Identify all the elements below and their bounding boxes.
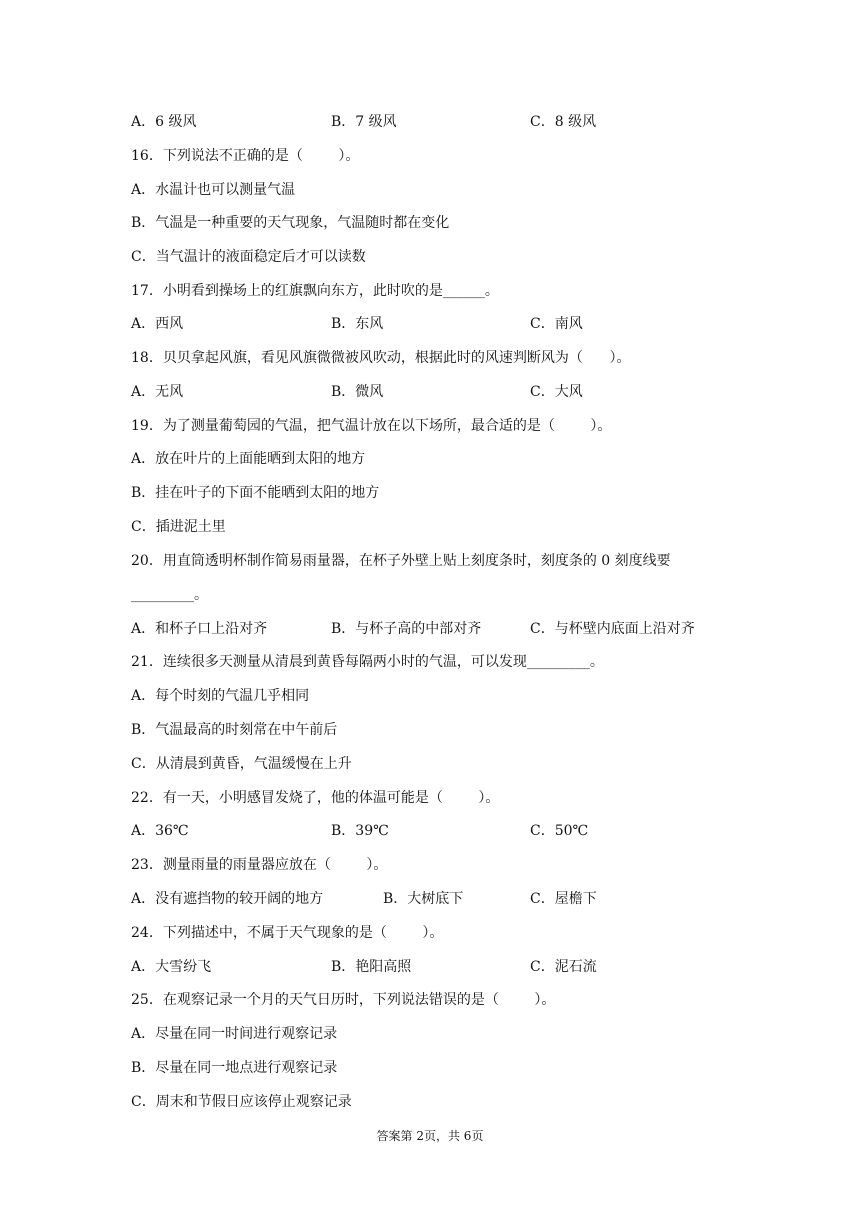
q15-option-a: A．6 级风 (131, 114, 197, 130)
q23-option-c: C．屋檐下 (530, 891, 597, 907)
q22-option-b: B．39℃ (331, 823, 389, 839)
q22-option-a: A．36℃ (131, 823, 189, 839)
q19-option-a: A．放在叶片的上面能晒到太阳的地方 (131, 451, 366, 467)
q18-option-a: A．无风 (131, 384, 184, 400)
q24-option-a: A．大雪纷飞 (131, 959, 212, 975)
q24-option-c: C．泥石流 (530, 959, 597, 975)
q21-option-c: C．从清晨到黄昏，气温缓慢在上升 (131, 756, 352, 772)
q17-stem: 17．小明看到操场上的红旗飘向东方，此时吹的是______。 (131, 283, 499, 299)
q25-stem: 25．在观察记录一个月的天气日历时，下列说法错误的是（ ）。 (131, 992, 556, 1008)
q20-option-a: A．和杯子口上沿对齐 (131, 621, 268, 637)
q23-stem: 23．测量雨量的雨量器应放在（ ）。 (131, 857, 388, 873)
q16-option-a: A．水温计也可以测量气温 (131, 182, 296, 198)
q22-stem: 22．有一天，小明感冒发烧了，他的体温可能是（ ）。 (131, 790, 500, 806)
q23-option-b: B．大树底下 (383, 891, 464, 907)
q15-option-b: B．7 级风 (331, 114, 397, 130)
q22-option-c: C．50℃ (530, 823, 589, 839)
q20-stem-line2: _________。 (131, 587, 208, 603)
q16-stem: 16．下列说法不正确的是（ ）。 (131, 148, 360, 164)
q25-option-a: A．尽量在同一时间进行观察记录 (131, 1026, 338, 1042)
q21-stem: 21．连续很多天测量从清晨到黄昏每隔两小时的气温，可以发现_________。 (131, 654, 604, 670)
q20-stem-line1: 20．用直筒透明杯制作简易雨量器，在杯子外壁上贴上刻度条时，刻度条的 0 刻度线要 (131, 553, 671, 569)
q25-option-c: C．周末和节假日应该停止观察记录 (131, 1094, 352, 1110)
q23-option-a: A．没有遮挡物的较开阔的地方 (131, 891, 324, 907)
page-footer: 答案第 2页，共 6页 (376, 1129, 484, 1143)
q16-option-c: C．当气温计的液面稳定后才可以读数 (131, 249, 366, 265)
q24-option-b: B．艳阳高照 (331, 959, 412, 975)
q16-option-b: B．气温是一种重要的天气现象，气温随时都在变化 (131, 215, 450, 231)
q17-option-c: C．南风 (530, 316, 583, 332)
q21-option-a: A．每个时刻的气温几乎相同 (131, 688, 310, 704)
q19-option-c: C．插进泥土里 (131, 519, 226, 535)
q18-stem: 18．贝贝拿起风旗，看见风旗微微被风吹动，根据此时的风速判断风为（ ）。 (131, 350, 631, 366)
q21-option-b: B．气温最高的时刻常在中午前后 (131, 722, 338, 738)
q24-stem: 24．下列描述中，不属于天气现象的是（ ）。 (131, 925, 444, 941)
q18-option-c: C．大风 (530, 384, 583, 400)
q15-option-c: C．8 级风 (530, 114, 597, 130)
q18-option-b: B．微风 (331, 384, 384, 400)
q17-option-a: A．西风 (131, 316, 184, 332)
q20-option-c: C．与杯壁内底面上沿对齐 (530, 621, 695, 637)
q25-option-b: B．尽量在同一地点进行观察记录 (131, 1060, 338, 1076)
q17-option-b: B．东风 (331, 316, 384, 332)
q20-option-b: B．与杯子高的中部对齐 (331, 621, 482, 637)
q19-stem: 19．为了测量葡萄园的气温，把气温计放在以下场所，最合适的是（ ）。 (131, 418, 612, 434)
q19-option-b: B．挂在叶子的下面不能晒到太阳的地方 (131, 485, 380, 501)
